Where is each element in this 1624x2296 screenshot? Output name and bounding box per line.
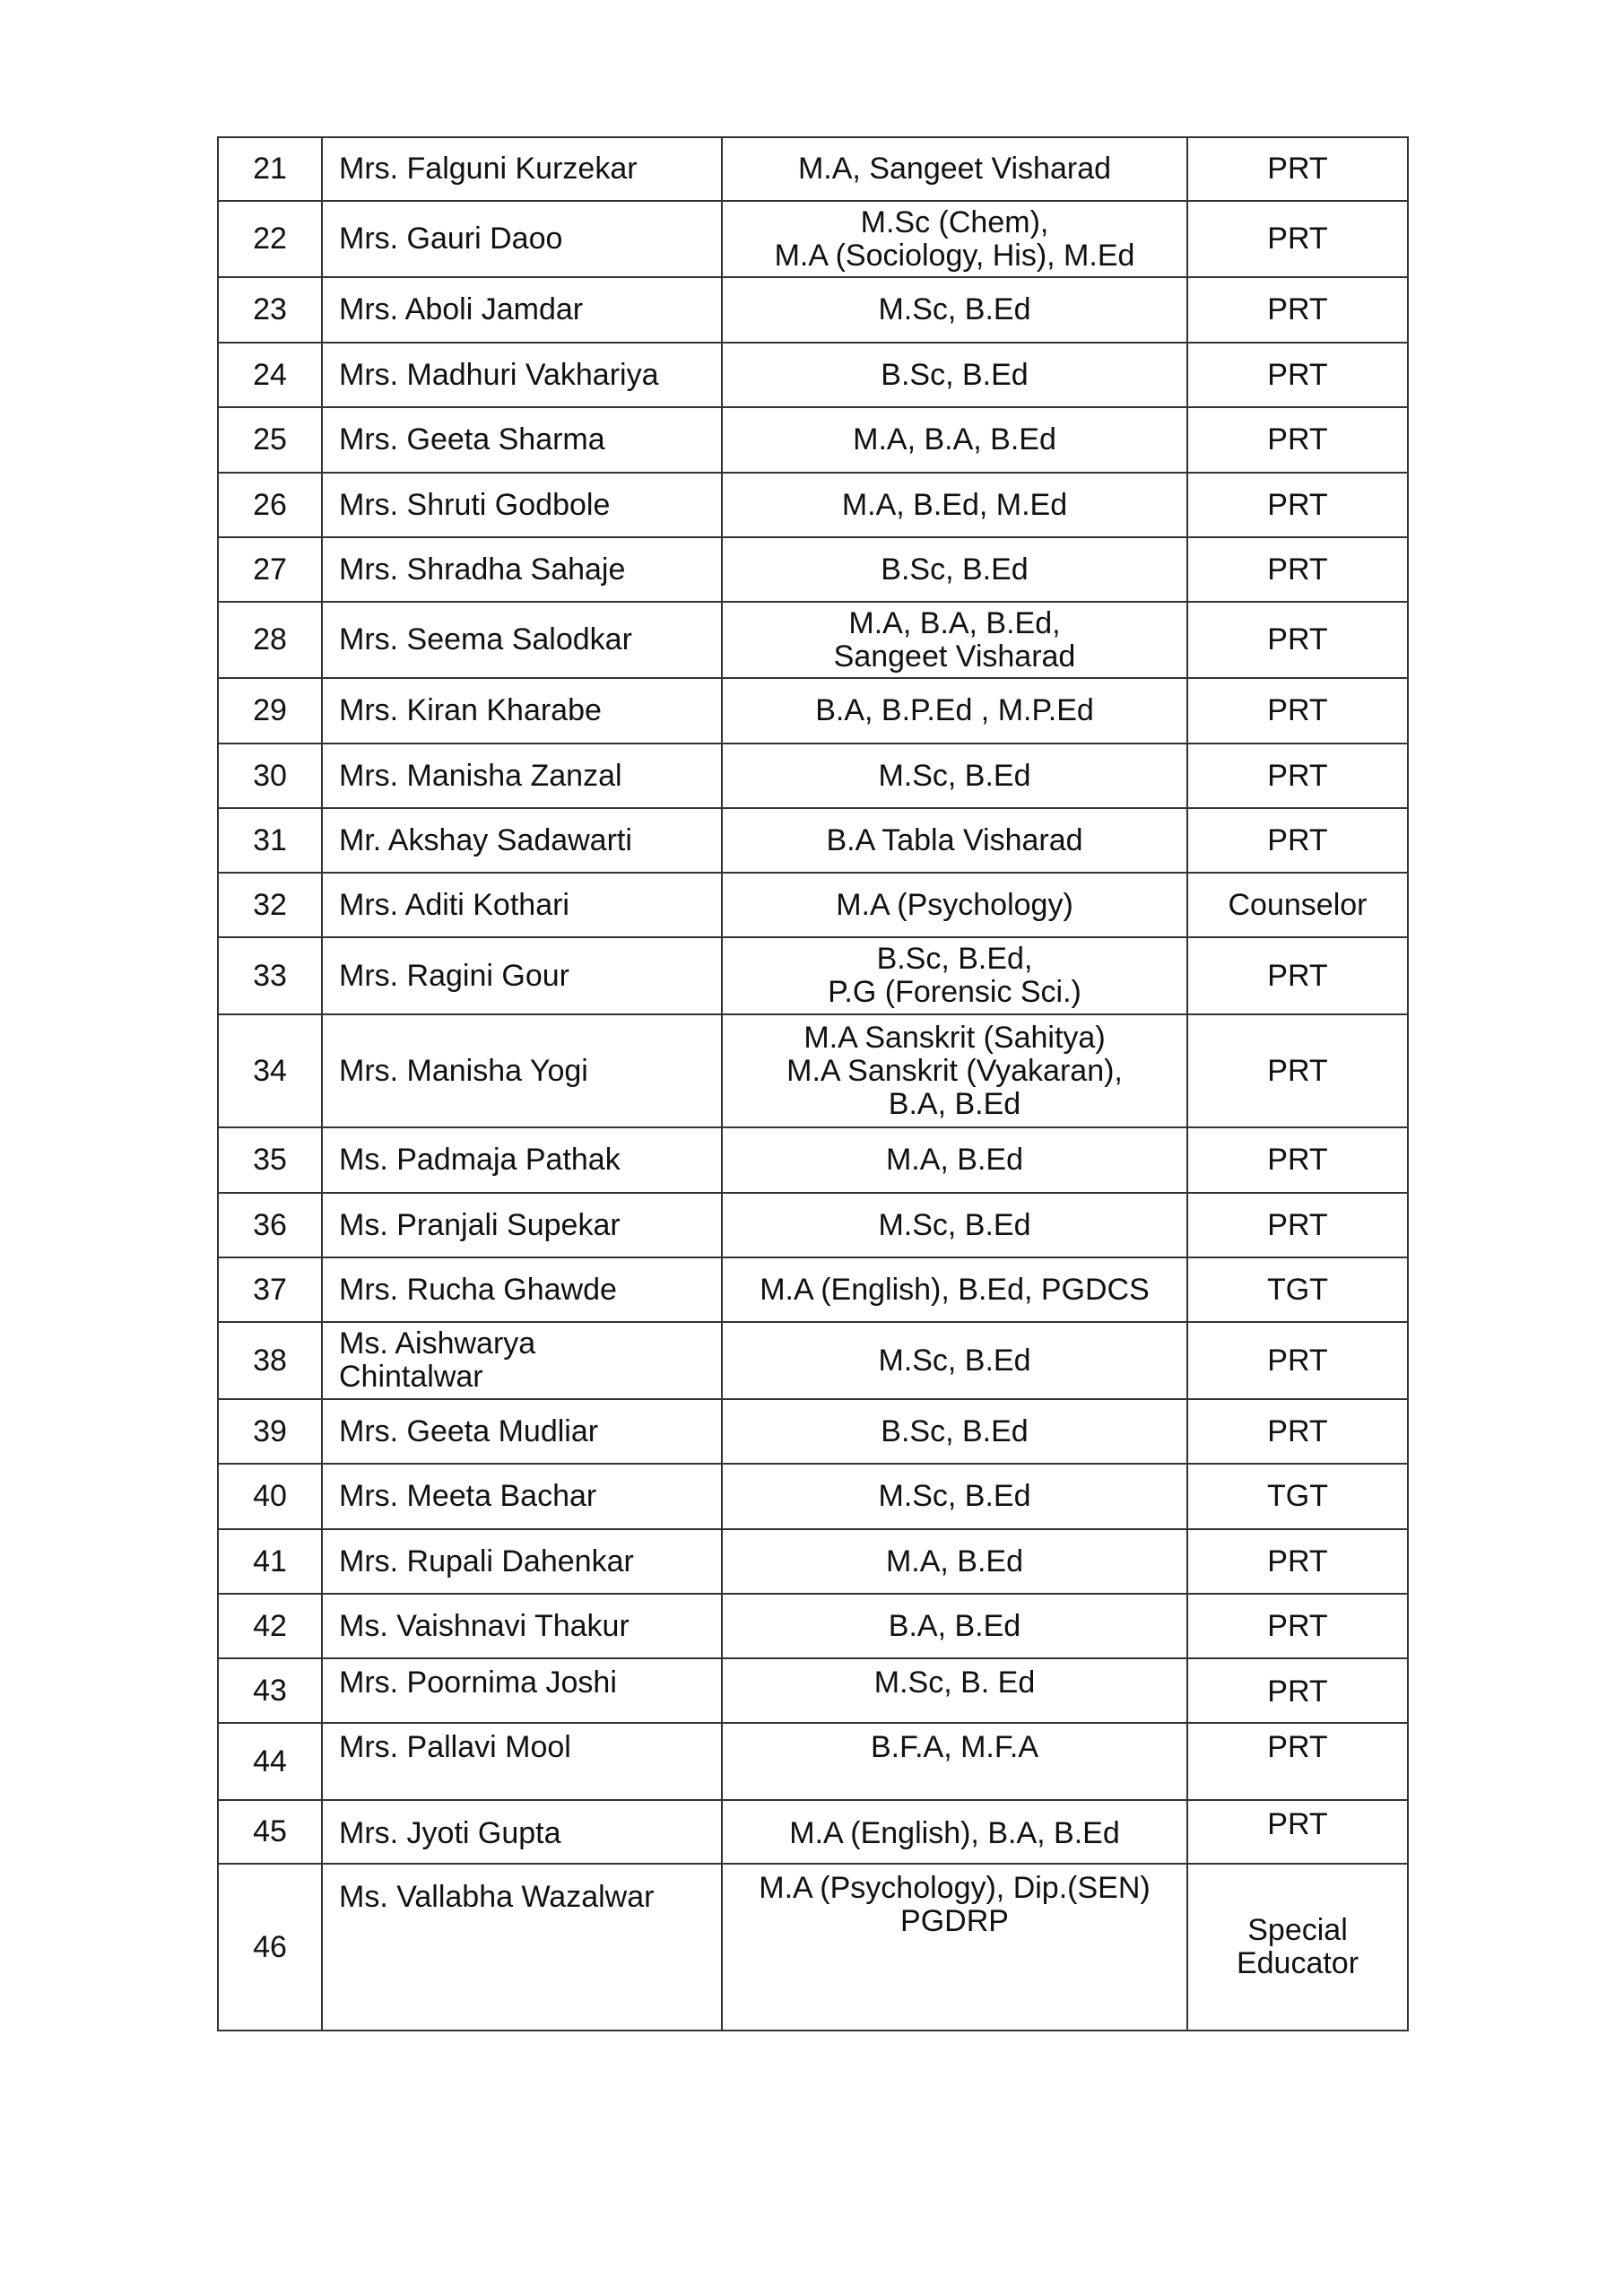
- qualification-line: M.A (Sociology, His), M.Ed: [774, 238, 1135, 273]
- designation-line: Counselor: [1228, 887, 1368, 922]
- qualification-line: M.Sc, B.Ed: [878, 1343, 1031, 1378]
- teacher-name-cell: [322, 473, 722, 537]
- teacher-name-line: Mrs. Madhuri Vakhariya: [339, 357, 659, 392]
- teacher-name-cell: [322, 808, 722, 873]
- designation-line: PRT: [1267, 357, 1328, 392]
- qualification-cell: [722, 1529, 1187, 1594]
- table-row: [218, 1399, 1408, 1464]
- qualification-cell: [722, 678, 1187, 744]
- teacher-name-line: Mrs. Ragini Gour: [339, 958, 569, 993]
- designation-cell: [1187, 1864, 1408, 2031]
- designation-cell: [1187, 1594, 1408, 1658]
- qualification-line: Sangeet Visharad: [833, 639, 1076, 674]
- qualification-line: M.A Sanskrit (Vyakaran),: [786, 1053, 1123, 1088]
- qualification-cell: [722, 407, 1187, 473]
- teacher-name-cell: [322, 937, 722, 1014]
- qualification-line: PGDRP: [900, 1904, 1009, 1938]
- designation-line: PRT: [1267, 1413, 1328, 1448]
- designation-cell: [1187, 201, 1408, 277]
- serial-number-cell: 21: [218, 137, 322, 201]
- qualification-cell: [722, 873, 1187, 937]
- teacher-name-line: Mrs. Geeta Mudliar: [339, 1413, 599, 1448]
- table-row: [218, 1800, 1408, 1864]
- teacher-name-cell: [322, 1864, 722, 2031]
- serial-number-cell: 40: [218, 1464, 322, 1529]
- designation-cell: [1187, 873, 1408, 937]
- table-row: [218, 1723, 1408, 1800]
- table-row: [218, 602, 1408, 678]
- designation-line: PRT: [1267, 422, 1328, 457]
- table-row: [218, 1864, 1408, 2031]
- teacher-name-line: Mrs. Falguni Kurzekar: [339, 152, 638, 186]
- qualification-line: M.Sc (Chem),: [860, 204, 1049, 239]
- designation-line: Special: [1247, 1913, 1348, 1947]
- teacher-name-cell: [322, 1399, 722, 1464]
- teacher-name-cell: [322, 1800, 722, 1864]
- designation-cell: [1187, 1464, 1408, 1529]
- teacher-name-line: Mr. Akshay Sadawarti: [339, 822, 632, 857]
- teacher-name-line: Mrs. Aditi Kothari: [339, 887, 569, 922]
- serial-number-cell: 42: [218, 1594, 322, 1658]
- staff-table-body: [218, 137, 1408, 2031]
- table-row: [218, 537, 1408, 602]
- table-row: [218, 407, 1408, 473]
- qualification-line: M.A, B.A, B.Ed: [853, 422, 1056, 457]
- serial-number-cell: 46: [218, 1864, 322, 2031]
- teacher-name-line: Chintalwar: [339, 1360, 483, 1394]
- qualification-cell: [722, 1594, 1187, 1658]
- serial-number-cell: 26: [218, 473, 322, 537]
- qualification-cell: [722, 602, 1187, 678]
- table-row: [218, 201, 1408, 277]
- qualification-line: M.A (Psychology): [836, 887, 1073, 922]
- designation-cell: [1187, 137, 1408, 201]
- teacher-name-cell: [322, 873, 722, 937]
- designation-line: TGT: [1267, 1479, 1328, 1513]
- serial-number-cell: 37: [218, 1257, 322, 1322]
- designation-line: PRT: [1267, 1608, 1328, 1643]
- qualification-line: M.A, B.Ed: [885, 1544, 1024, 1578]
- qualification-cell: [722, 1723, 1187, 1800]
- table-row: [218, 1193, 1408, 1257]
- qualification-cell: [722, 744, 1187, 808]
- teacher-name-line: Mrs. Meeta Bachar: [339, 1479, 597, 1513]
- serial-number-cell: 30: [218, 744, 322, 808]
- designation-line: PRT: [1267, 152, 1328, 186]
- teacher-name-line: Mrs. Kiran Kharabe: [339, 693, 602, 727]
- qualification-cell: [722, 343, 1187, 407]
- teacher-name-cell: [322, 1464, 722, 1529]
- qualification-line: B.F.A, M.F.A: [870, 1730, 1039, 1764]
- qualification-line: M.A, B.A, B.Ed,: [848, 605, 1061, 640]
- designation-line: PRT: [1267, 758, 1328, 793]
- qualification-line: M.A, B.Ed, M.Ed: [841, 487, 1068, 522]
- serial-number-cell: 45: [218, 1800, 322, 1864]
- designation-line: PRT: [1267, 222, 1328, 256]
- qualification-cell: [722, 473, 1187, 537]
- designation-cell: [1187, 1127, 1408, 1193]
- designation-cell: [1187, 407, 1408, 473]
- qualification-line: B.Sc, B.Ed,: [876, 942, 1033, 976]
- designation-line: PRT: [1267, 1207, 1328, 1242]
- serial-number-cell: 27: [218, 537, 322, 602]
- qualification-line: B.A Tabla Visharad: [826, 822, 1083, 857]
- serial-number-cell: 29: [218, 678, 322, 744]
- qualification-cell: [722, 937, 1187, 1014]
- serial-number-cell: 23: [218, 277, 322, 343]
- designation-cell: [1187, 277, 1408, 343]
- qualification-line: B.Sc, B.Ed: [881, 357, 1029, 392]
- designation-cell: [1187, 1723, 1408, 1800]
- qualification-cell: [722, 537, 1187, 602]
- serial-number-cell: 31: [218, 808, 322, 873]
- designation-line: TGT: [1267, 1272, 1328, 1307]
- qualification-line: M.Sc, B.Ed: [878, 292, 1031, 326]
- teacher-name-line: Mrs. Manisha Zanzal: [339, 758, 622, 793]
- teacher-name-line: Mrs. Rucha Ghawde: [339, 1272, 617, 1307]
- table-row: [218, 277, 1408, 343]
- qualification-cell: [722, 1464, 1187, 1529]
- designation-cell: [1187, 473, 1408, 537]
- table-row: [218, 473, 1408, 537]
- teacher-name-cell: [322, 1594, 722, 1658]
- designation-cell: [1187, 1193, 1408, 1257]
- designation-cell: [1187, 1399, 1408, 1464]
- serial-number-cell: 43: [218, 1658, 322, 1723]
- table-row: [218, 1014, 1408, 1127]
- designation-line: PRT: [1267, 487, 1328, 522]
- teacher-name-cell: [322, 407, 722, 473]
- serial-number-cell: 44: [218, 1723, 322, 1800]
- table-row: [218, 137, 1408, 201]
- teacher-name-line: Ms. Vaishnavi Thakur: [339, 1608, 630, 1643]
- serial-number-cell: 28: [218, 602, 322, 678]
- teacher-name-cell: [322, 537, 722, 602]
- qualification-line: M.Sc, B.Ed: [878, 1479, 1031, 1513]
- qualification-cell: [722, 1322, 1187, 1399]
- serial-number-cell: 32: [218, 873, 322, 937]
- serial-number-cell: 36: [218, 1193, 322, 1257]
- qualification-line: B.Sc, B.Ed: [881, 1413, 1029, 1448]
- designation-cell: [1187, 744, 1408, 808]
- table-row: [218, 1529, 1408, 1594]
- designation-line: PRT: [1267, 693, 1328, 727]
- serial-number-cell: 35: [218, 1127, 322, 1193]
- teacher-name-line: Ms. Aishwarya: [339, 1326, 536, 1361]
- table-row: [218, 1594, 1408, 1658]
- qualification-cell: [722, 1193, 1187, 1257]
- table-row: [218, 1322, 1408, 1399]
- qualification-line: M.A (Psychology), Dip.(SEN): [759, 1871, 1151, 1905]
- teacher-name-cell: [322, 1322, 722, 1399]
- designation-line: PRT: [1267, 1730, 1328, 1764]
- teacher-name-line: Mrs. Pallavi Mool: [339, 1730, 571, 1764]
- teacher-name-line: Mrs. Poornima Joshi: [339, 1665, 617, 1700]
- designation-line: Educator: [1236, 1946, 1359, 1980]
- designation-line: PRT: [1267, 1143, 1328, 1177]
- designation-cell: [1187, 1529, 1408, 1594]
- teacher-name-line: Mrs. Gauri Daoo: [339, 222, 563, 256]
- teacher-name-line: Mrs. Aboli Jamdar: [339, 292, 584, 326]
- qualification-cell: [722, 1864, 1187, 2031]
- staff-table: [217, 136, 1409, 2031]
- teacher-name-line: Mrs. Rupali Dahenkar: [339, 1544, 634, 1578]
- qualification-line: M.A Sanskrit (Sahitya): [803, 1020, 1106, 1055]
- qualification-cell: [722, 808, 1187, 873]
- table-row: [218, 343, 1408, 407]
- qualification-line: M.A (English), B.Ed, PGDCS: [760, 1272, 1150, 1307]
- designation-cell: [1187, 343, 1408, 407]
- designation-line: PRT: [1267, 958, 1328, 993]
- table-row: [218, 744, 1408, 808]
- teacher-name-cell: [322, 1014, 722, 1127]
- table-row: [218, 1658, 1408, 1723]
- table-row: [218, 1257, 1408, 1322]
- designation-line: PRT: [1267, 1343, 1328, 1378]
- teacher-name-cell: [322, 1529, 722, 1594]
- serial-number-cell: 25: [218, 407, 322, 473]
- qualification-line: B.A, B.Ed: [888, 1086, 1021, 1121]
- qualification-line: M.Sc, B. Ed: [873, 1665, 1036, 1700]
- designation-line: PRT: [1267, 1674, 1328, 1709]
- teacher-name-line: Mrs. Shruti Godbole: [339, 487, 611, 522]
- designation-cell: [1187, 1658, 1408, 1723]
- teacher-name-line: Ms. Padmaja Pathak: [339, 1143, 621, 1177]
- serial-number-cell: 39: [218, 1399, 322, 1464]
- designation-cell: [1187, 808, 1408, 873]
- table-row: [218, 873, 1408, 937]
- designation-cell: [1187, 1014, 1408, 1127]
- teacher-name-cell: [322, 1127, 722, 1193]
- teacher-name-line: Mrs. Geeta Sharma: [339, 422, 605, 457]
- table-row: [218, 808, 1408, 873]
- qualification-line: B.Sc, B.Ed: [881, 552, 1029, 587]
- qualification-cell: [722, 1257, 1187, 1322]
- designation-cell: [1187, 602, 1408, 678]
- teacher-name-cell: [322, 602, 722, 678]
- designation-cell: [1187, 1322, 1408, 1399]
- designation-line: PRT: [1267, 292, 1328, 326]
- qualification-cell: [722, 1800, 1187, 1864]
- table-row: [218, 937, 1408, 1014]
- serial-number-cell: 24: [218, 343, 322, 407]
- qualification-cell: [722, 201, 1187, 277]
- qualification-line: M.Sc, B.Ed: [878, 758, 1031, 793]
- serial-number-cell: 41: [218, 1529, 322, 1594]
- designation-line: PRT: [1267, 822, 1328, 857]
- qualification-line: P.G (Forensic Sci.): [828, 975, 1081, 1009]
- qualification-cell: [722, 277, 1187, 343]
- designation-cell: [1187, 537, 1408, 602]
- teacher-name-line: Ms. Vallabha Wazalwar: [339, 1880, 655, 1914]
- teacher-name-line: Mrs. Manisha Yogi: [339, 1053, 588, 1088]
- serial-number-cell: 33: [218, 937, 322, 1014]
- serial-number-cell: 34: [218, 1014, 322, 1127]
- teacher-name-line: Mrs. Jyoti Gupta: [339, 1816, 561, 1850]
- teacher-name-cell: [322, 343, 722, 407]
- designation-line: PRT: [1267, 1544, 1328, 1578]
- teacher-name-cell: [322, 1193, 722, 1257]
- qualification-cell: [722, 1658, 1187, 1723]
- qualification-cell: [722, 1399, 1187, 1464]
- teacher-name-line: Mrs. Seema Salodkar: [339, 622, 632, 657]
- qualification-line: M.A (English), B.A, B.Ed: [789, 1816, 1120, 1850]
- teacher-name-cell: [322, 1658, 722, 1723]
- teacher-name-cell: [322, 201, 722, 277]
- designation-line: PRT: [1267, 622, 1328, 657]
- teacher-name-cell: [322, 744, 722, 808]
- designation-line: PRT: [1267, 1807, 1328, 1841]
- qualification-line: M.A, B.Ed: [885, 1143, 1024, 1177]
- teacher-name-cell: [322, 1257, 722, 1322]
- designation-line: PRT: [1267, 552, 1328, 587]
- table-row: [218, 678, 1408, 744]
- qualification-cell: [722, 137, 1187, 201]
- table-row: [218, 1464, 1408, 1529]
- teacher-name-cell: [322, 137, 722, 201]
- table-row: [218, 1127, 1408, 1193]
- designation-cell: [1187, 678, 1408, 744]
- teacher-name-line: Mrs. Shradha Sahaje: [339, 552, 626, 587]
- serial-number-cell: 38: [218, 1322, 322, 1399]
- teacher-name-cell: [322, 1723, 722, 1800]
- teacher-name-cell: [322, 277, 722, 343]
- teacher-name-line: Ms. Pranjali Supekar: [339, 1207, 621, 1242]
- qualification-cell: [722, 1127, 1187, 1193]
- teacher-name-cell: [322, 678, 722, 744]
- serial-number-cell: 22: [218, 201, 322, 277]
- qualification-line: M.A, Sangeet Visharad: [797, 152, 1112, 186]
- qualification-line: M.Sc, B.Ed: [878, 1207, 1031, 1242]
- designation-cell: [1187, 1800, 1408, 1864]
- qualification-cell: [722, 1014, 1187, 1127]
- designation-line: PRT: [1267, 1053, 1328, 1088]
- designation-cell: [1187, 1257, 1408, 1322]
- qualification-line: B.A, B.Ed: [888, 1608, 1021, 1643]
- qualification-line: B.A, B.P.Ed , M.P.Ed: [815, 693, 1094, 727]
- designation-cell: [1187, 937, 1408, 1014]
